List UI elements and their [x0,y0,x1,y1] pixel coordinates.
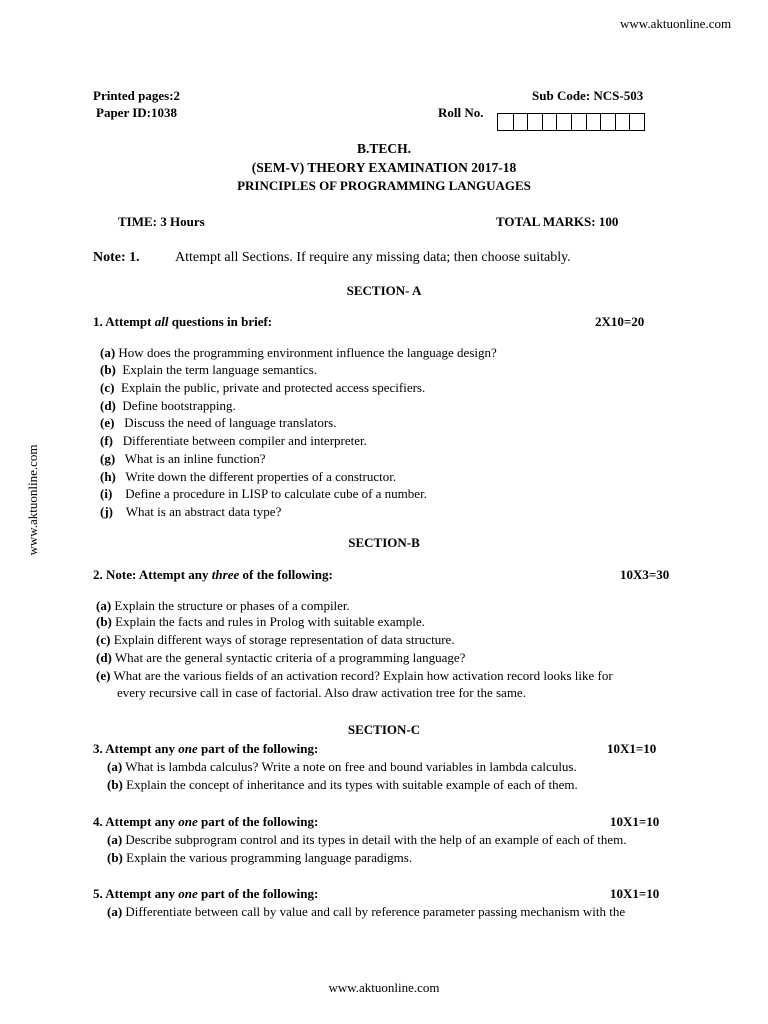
bottom-watermark: www.aktuonline.com [328,980,440,995]
q2-emphasis: three [211,567,240,582]
list-item: (b) Explain the term language semantics. [100,362,317,377]
list-item-continuation: every recursive call in case of factorial. Also draw activation tree for the same. [117,685,526,700]
roll-no-box[interactable] [600,114,615,130]
exam-title: (SEM-V) THEORY EXAMINATION 2017-18 [251,160,517,175]
list-item: (a) How does the programming environment influence the language design? [100,345,497,360]
roll-no-label: Roll No. [438,105,484,120]
q1-pre: 1. Attempt [93,314,155,329]
list-item: (b) Explain the various programming language paradigms. [107,850,413,865]
sub-code: Sub Code: NCS-503 [532,88,644,103]
list-item: (e) Discuss the need of language translators. [100,415,337,430]
list-item: (d) Define bootstrapping. [100,398,236,413]
question-4-heading: 4. Attempt any one part of the following: [93,814,319,829]
question-1-heading [93,314,272,330]
list-item: (a) What is lambda calculus? Write a note on free and bound variables in lambda calculus. [107,759,577,774]
list-item: (d) What are the general syntactic criteria of a programming language? [96,650,466,665]
note-label: Note: 1. [93,250,140,265]
q1-emphasis: all [154,314,169,329]
list-item: (j) What is an abstract data type? [100,504,282,519]
question-3-heading: 3. Attempt any one part of the following: [93,741,319,756]
list-item: (f) Differentiate between compiler and interpreter. [100,433,367,448]
roll-no-box[interactable] [629,114,644,130]
list-item: (b) Explain the concept of inheritance and its types with suitable example of each of them. [107,777,578,792]
section-c-heading: SECTION-C [347,722,421,737]
list-item: (a) Explain the structure or phases of a compiler. [96,598,350,613]
question-3-marks: 10X1=10 [607,741,657,756]
section-a-heading: SECTION- A [346,283,422,298]
section-b-heading: SECTION-B [348,535,420,550]
roll-no-box[interactable] [586,114,601,130]
list-item: (h) Write down the different properties of a constructor. [100,469,397,484]
roll-no-boxes[interactable] [497,113,645,131]
question-4-marks: 10X1=10 [610,814,660,829]
printed-pages: Printed pages:2 [93,88,181,103]
roll-no-box[interactable] [513,114,528,130]
degree-title: B.TECH. [356,141,411,156]
roll-no-box[interactable] [498,114,513,130]
question-2-heading [93,567,333,583]
question-2-marks: 10X3=30 [620,567,670,582]
list-item: (c) Explain the public, private and protected access specifiers. [100,380,426,395]
roll-no-box[interactable] [527,114,542,130]
q1-post: questions in brief: [168,314,273,329]
list-item: (e) What are the various fields of an activation record? Explain how activation record looks like for [96,668,613,683]
top-watermark: www.aktuonline.com [620,16,732,31]
q2-pre: 2. Note: Attempt any [93,567,212,582]
roll-no-box[interactable] [542,114,557,130]
time-label: TIME: 3 Hours [118,214,205,229]
question-5-marks: 10X1=10 [610,886,660,901]
roll-no-box[interactable] [571,114,586,130]
roll-no-box[interactable] [556,114,571,130]
note-text: Attempt all Sections. If require any missing data; then choose suitably. [175,250,571,265]
list-item: (b) Explain the facts and rules in Prolog with suitable example. [96,614,425,629]
q2-post: of the following: [239,567,333,582]
list-item: (g) What is an inline function? [100,451,266,466]
roll-no-box[interactable] [615,114,630,130]
total-marks: TOTAL MARKS: 100 [496,214,619,229]
side-watermark: www.aktuonline.com [25,444,41,556]
paper-id: Paper ID:1038 [96,105,178,120]
list-item: (a) Describe subprogram control and its types in detail with the help of an example of each of them. [107,832,627,847]
list-item: (i) Define a procedure in LISP to calculate cube of a number. [100,486,427,501]
list-item: (a) Differentiate between call by value and call by reference parameter passing mechanism with the [107,904,626,919]
question-1-marks: 2X10=20 [595,314,645,329]
list-item: (c) Explain different ways of storage representation of data structure. [96,632,455,647]
question-5-heading: 5. Attempt any one part of the following: [93,886,319,901]
subject-title: PRINCIPLES OF PROGRAMMING LANGUAGES [237,178,531,193]
